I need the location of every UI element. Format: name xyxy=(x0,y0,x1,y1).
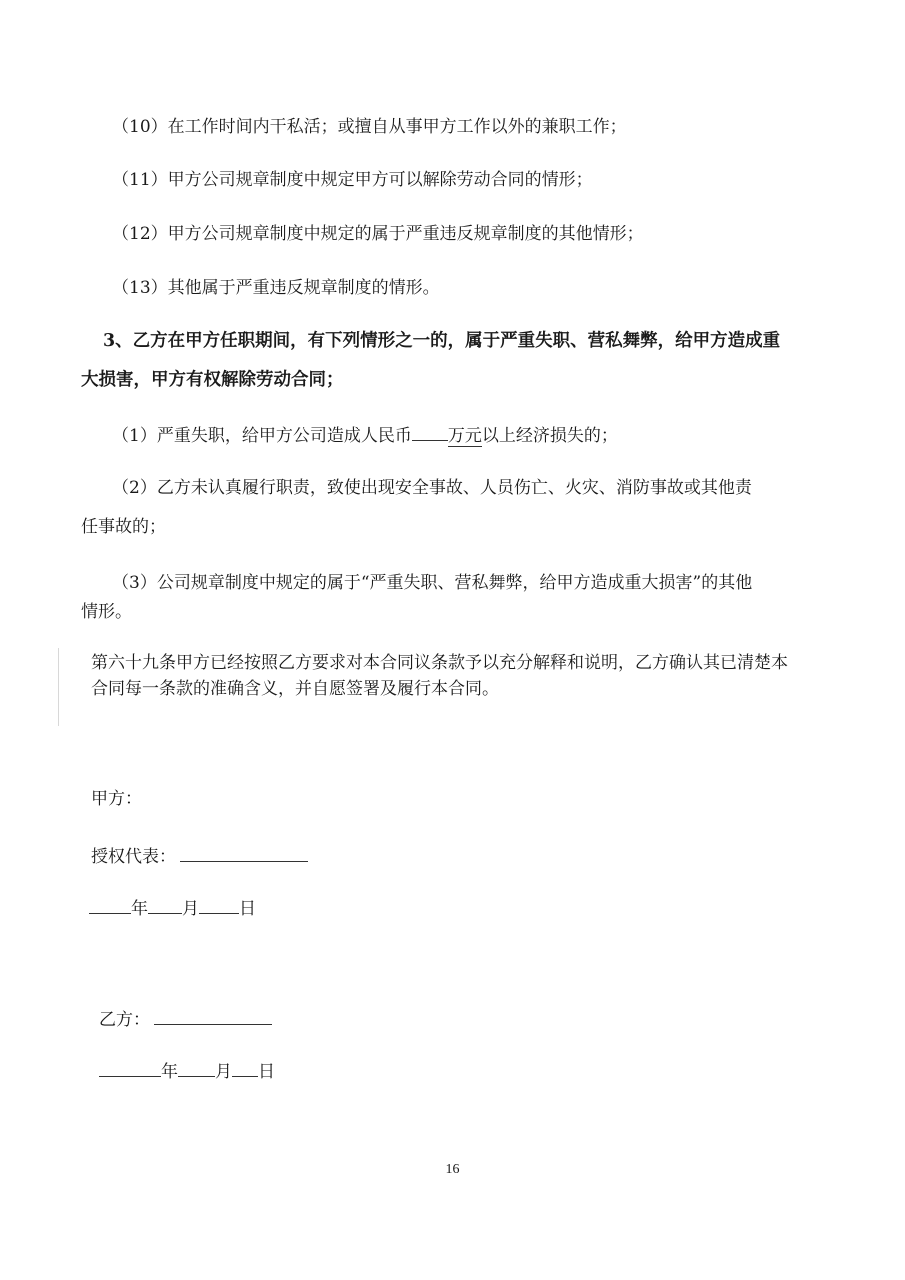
authorized-rep-label: 授权代表： xyxy=(91,847,176,867)
page-number: 16 xyxy=(445,1162,460,1177)
list-item-13: （13）其他属于严重违反规章制度的情形。 xyxy=(112,278,440,298)
month-blank xyxy=(148,897,182,914)
year-label: 年 xyxy=(161,1062,178,1082)
list-item-10: （10）在工作时间内干私活；或擅自从事甲方工作以外的兼职工作； xyxy=(112,117,627,137)
amount-blank xyxy=(412,424,448,441)
margin-mark xyxy=(58,648,59,726)
clause-3-line-1: 3、乙方在甲方任职期间，有下列情形之一的，属于严重失职、营私舞弊，给甲方造成重 xyxy=(103,331,781,351)
authorized-rep-field xyxy=(91,845,308,867)
sub-item-3-line-1: （3）公司规章制度中规定的属于“严重失职、营私舞弊，给甲方造成重大损害”的其他 xyxy=(112,573,753,593)
amount-unit: 万元 xyxy=(447,426,482,446)
article-69-line-1: 第六十九条甲方已经按照乙方要求对本合同议条款予以充分解释和说明，乙方确认其已清楚本 xyxy=(91,653,788,673)
month-blank xyxy=(178,1060,215,1077)
sub-item-1-tail: 以上经济损失的； xyxy=(481,426,618,446)
year-blank xyxy=(89,897,131,914)
day-label: 日 xyxy=(239,899,256,919)
list-item-11: （11）甲方公司规章制度中规定甲方可以解除劳动合同的情形； xyxy=(112,170,593,190)
clause-3-line-2: 大损害，甲方有权解除劳动合同； xyxy=(81,370,344,390)
day-blank xyxy=(232,1060,258,1077)
list-item-12: （12）甲方公司规章制度中规定的属于严重违反规章制度的其他情形； xyxy=(112,224,644,244)
year-blank xyxy=(99,1060,161,1077)
sub-item-3-line-2: 情形。 xyxy=(81,602,132,622)
day-blank xyxy=(199,897,239,914)
party-a-label: 甲方： xyxy=(91,789,142,809)
party-b-label: 乙方： xyxy=(99,1010,150,1030)
party-b-field xyxy=(99,1008,272,1030)
authorized-rep-blank xyxy=(180,845,308,862)
sub-item-2-line-1: （2）乙方未认真履行职责，致使出现安全事故、人员伤亡、火灾、消防事故或其他责 xyxy=(112,478,752,498)
sub-item-1 xyxy=(112,424,618,446)
day-label: 日 xyxy=(258,1062,275,1082)
party-b-blank xyxy=(154,1008,272,1025)
sub-item-2-line-2: 任事故的； xyxy=(81,517,166,537)
month-label: 月 xyxy=(182,899,199,919)
article-69-line-2: 合同每一条款的准确含义，并自愿签署及履行本合同。 xyxy=(91,679,499,699)
party-a-date xyxy=(89,897,256,919)
party-b-date xyxy=(99,1060,275,1082)
month-label: 月 xyxy=(215,1062,232,1082)
sub-item-1-text: （1）严重失职，给甲方公司造成人民币 xyxy=(112,426,412,446)
year-label: 年 xyxy=(131,899,148,919)
